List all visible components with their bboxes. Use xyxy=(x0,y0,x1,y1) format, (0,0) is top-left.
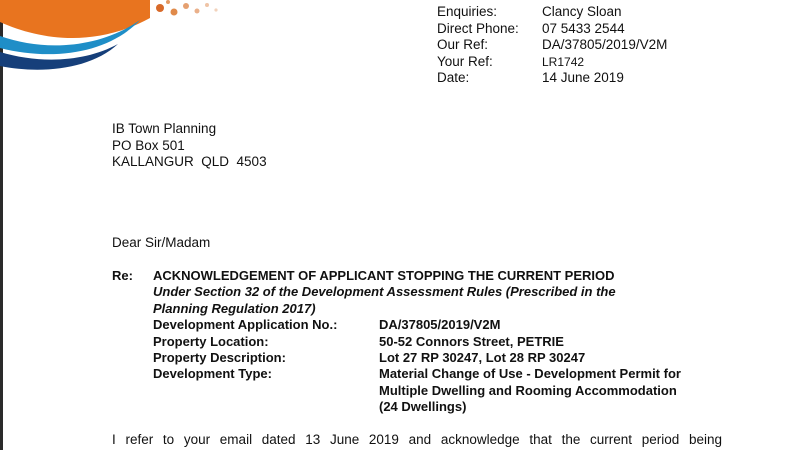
your-ref-label: Your Ref: xyxy=(437,53,493,69)
recipient-address xyxy=(112,121,267,171)
detail-label: Property Location: xyxy=(153,333,269,349)
phone-value: 07 5433 2544 xyxy=(542,20,625,36)
detail-row xyxy=(153,366,693,415)
enquiries-row xyxy=(437,4,667,21)
subject-subtitle: Planning Regulation 2017) xyxy=(153,300,316,316)
reference-block xyxy=(437,4,667,87)
subject-title: ACKNOWLEDGEMENT OF APPLICANT STOPPING THE CURRENT PERIOD xyxy=(153,268,615,283)
your-ref-value: LR1742 xyxy=(542,54,585,69)
re-label: Re: xyxy=(112,268,133,283)
date-label: Date: xyxy=(437,70,470,86)
date-value: 14 June 2019 xyxy=(542,70,624,86)
detail-label: Development Application No.: xyxy=(153,317,338,333)
our-ref-label: Our Ref: xyxy=(437,37,489,53)
detail-label: Property Description: xyxy=(153,350,286,366)
subject-body xyxy=(153,268,693,416)
your-ref-row xyxy=(437,54,667,71)
phone-row xyxy=(437,21,667,38)
phone-label: Direct Phone: xyxy=(437,20,519,36)
enquiries-label: Enquiries: xyxy=(437,4,498,19)
detail-label: Development Type: xyxy=(153,366,272,382)
salutation: Dear Sir/Madam xyxy=(112,235,211,250)
our-ref-value: DA/37805/2019/V2M xyxy=(542,37,668,53)
application-number: DA/37805/2019/V2M xyxy=(379,317,501,333)
development-type: Material Change of Use - Development Permit for Multiple Dwelling and Rooming Accommodation (24 Dwellings) xyxy=(379,366,681,415)
detail-row xyxy=(153,317,693,333)
enquiries-value: Clancy Sloan xyxy=(542,4,622,19)
detail-row xyxy=(153,350,693,366)
detail-row xyxy=(153,334,693,350)
address-line: KALLANGUR QLD 4503 xyxy=(112,154,267,170)
council-logo xyxy=(0,0,230,70)
property-location: 50-52 Connors Street, PETRIE xyxy=(379,333,564,349)
subject-subtitle: Under Section 32 of the Development Assessment Rules (Prescribed in the xyxy=(153,284,616,300)
property-description: Lot 27 RP 30247, Lot 28 RP 30247 xyxy=(379,350,586,366)
date-row xyxy=(437,70,667,87)
address-line: IB Town Planning xyxy=(112,121,217,136)
body-paragraph: I refer to your email dated 13 June 2019 and acknowledge that the current period being xyxy=(112,432,722,447)
our-ref-row xyxy=(437,37,667,54)
address-line: PO Box 501 xyxy=(112,137,185,153)
